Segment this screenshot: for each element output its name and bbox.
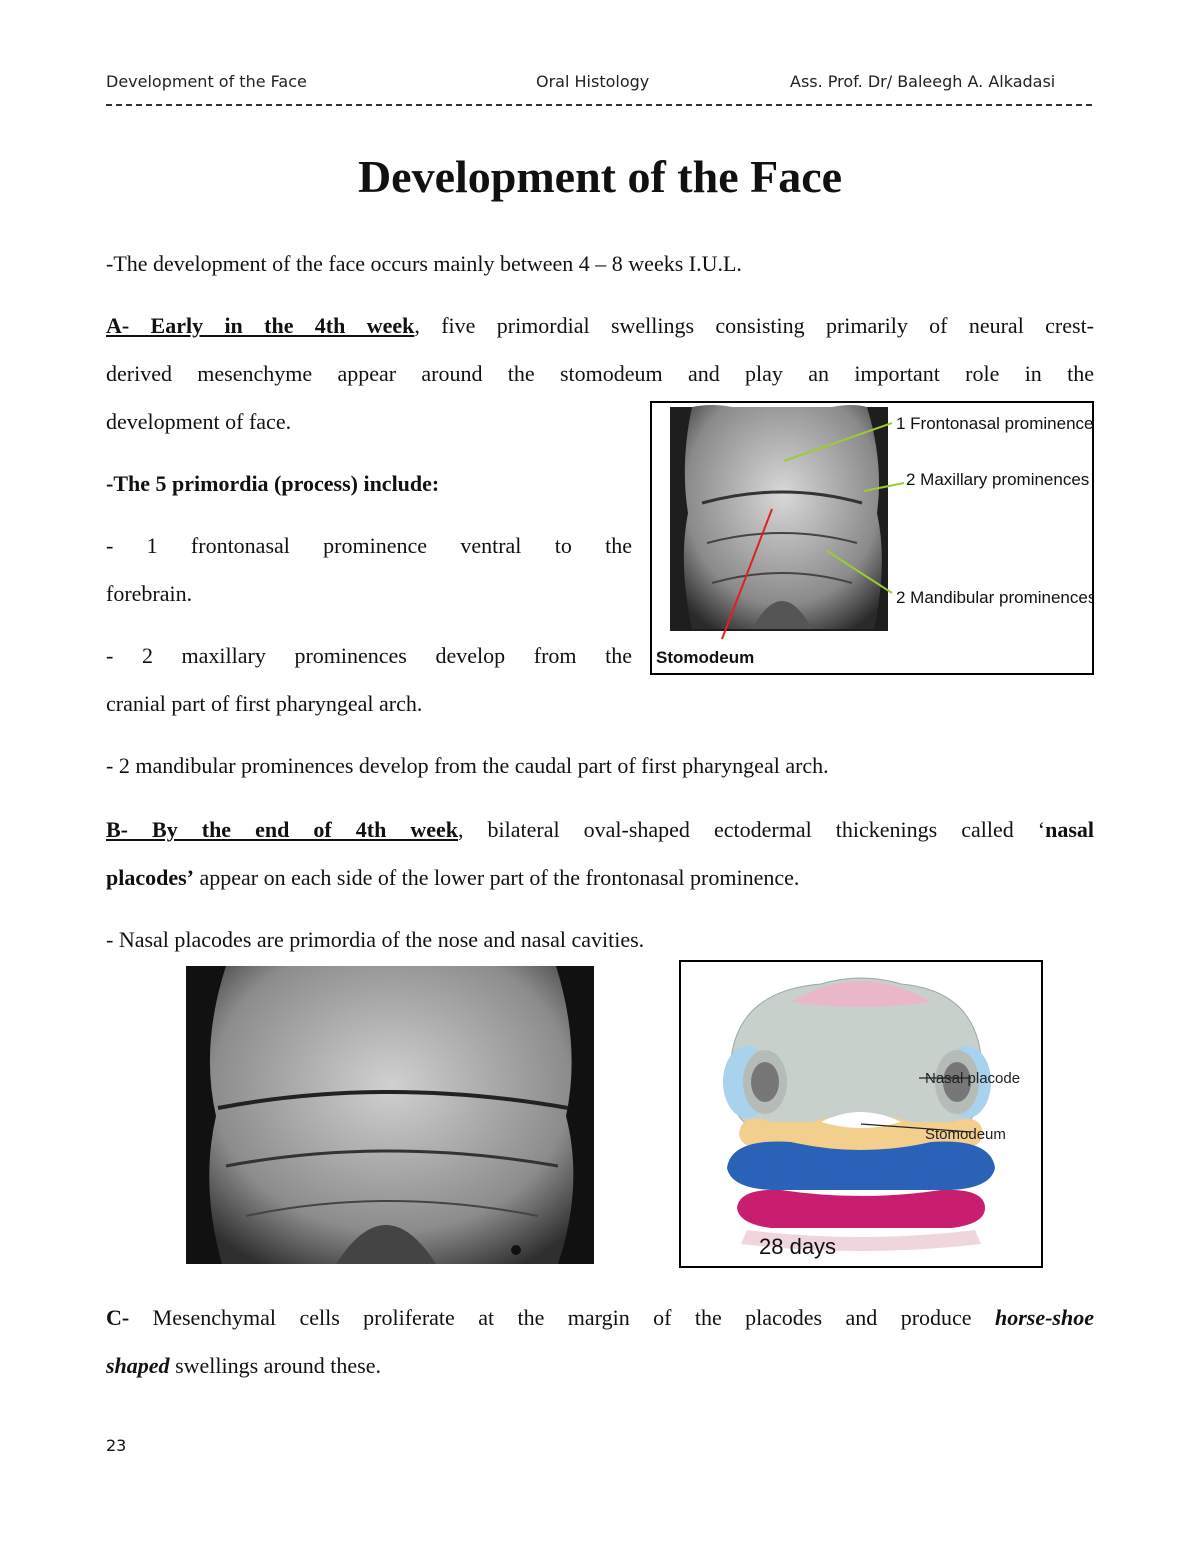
figure-nasal-placode-diagram (679, 960, 1043, 1268)
primordia-item2-line1: - 2 maxillary prominences develop from the (106, 643, 632, 668)
page-number: 23 (106, 1436, 127, 1455)
section-a-line3: development of face. (106, 409, 292, 434)
label-frontonasal: 1 Frontonasal prominence (896, 414, 1092, 433)
section-c-line1: C- Mesenchymal cells proliferate at the margin of the placodes and produce horse-shoe (106, 1305, 1094, 1330)
header-right: Ass. Prof. Dr/ Baleegh A. Alkadasi (790, 72, 1056, 91)
label-stomodeum: Stomodeum (656, 648, 755, 667)
label-mandibular: 2 Mandibular prominences (896, 588, 1092, 607)
sem-face-image (186, 966, 594, 1264)
primordia-item1-line1: - 1 frontonasal prominence ventral to the (106, 533, 632, 558)
primordia-heading: -The 5 primordia (process) include: (106, 471, 440, 496)
section-a-label: A- Early in the 4th week (106, 313, 415, 338)
primordia-item3: - 2 mandibular prominences develop from the caudal part of first pharyngeal arch. (106, 753, 829, 778)
header-center: Oral Histology (536, 72, 650, 91)
figure-facial-prominences (650, 401, 1094, 675)
header-left: Development of the Face (106, 72, 307, 91)
page-title: Development of the Face (357, 151, 843, 202)
primordia-item2-line2: cranial part of first pharyngeal arch. (106, 691, 423, 716)
label-nasal-placode: Nasal placode (925, 1070, 1021, 1087)
embryo-diagram (681, 962, 1041, 1266)
intro-paragraph: -The development of the face occurs mainly between 4 – 8 weeks I.U.L. (106, 251, 742, 276)
diagram-caption: 28 days (759, 1234, 837, 1259)
section-c-line2: shaped swellings around these. (106, 1353, 381, 1378)
section-b-note: - Nasal placodes are primordia of the nose and nasal cavities. (106, 927, 645, 952)
section-b-label: B- By the end of 4th week (106, 817, 458, 842)
section-c-label: C- (106, 1305, 130, 1330)
section-b-line1: B- By the end of 4th week, bilateral oval-shaped ectodermal thickenings called ‘nasal (106, 817, 1094, 842)
section-b-line2: placodes’ appear on each side of the lower part of the frontonasal prominence. (106, 865, 800, 890)
primordia-item1-line2: forebrain. (106, 581, 193, 606)
section-a-line2: derived mesenchyme appear around the stomodeum and play an important role in the (106, 361, 1094, 386)
header-divider (106, 104, 1092, 106)
sem-embryo-image (652, 403, 1092, 673)
label-maxillary: 2 Maxillary prominences (906, 470, 1090, 489)
section-a-line1: A- Early in the 4th week, five primordial swellings consisting primarily of neural crest- (106, 313, 1095, 338)
label-stomodeum-diagram: Stomodeum (925, 1126, 1006, 1143)
